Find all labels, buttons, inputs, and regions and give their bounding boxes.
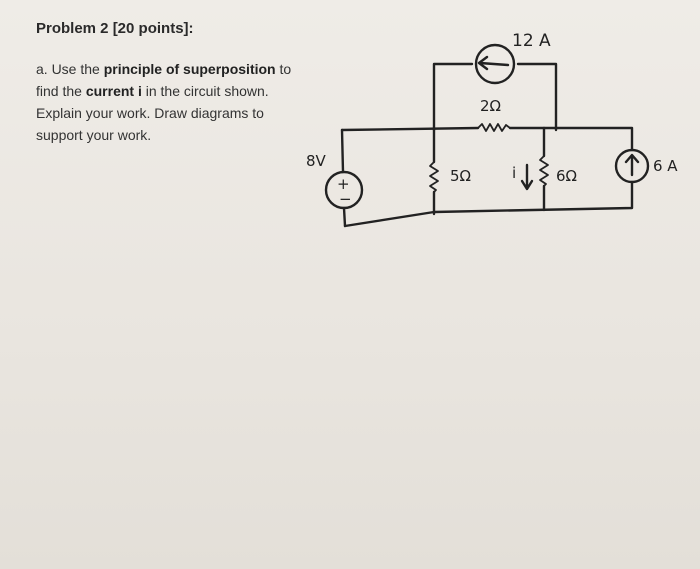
wire-top-right: [518, 64, 556, 130]
statement-mid2: in the circuit shown. Explain your work. Draw diagrams to support your work.: [36, 83, 269, 143]
label-minus: −: [339, 190, 352, 208]
label-plus: +: [337, 175, 350, 193]
label-5ohm: 5Ω: [450, 167, 472, 185]
wire-bottom: [345, 182, 632, 226]
wire-left-upper: [342, 130, 343, 172]
arrow-12a-left: [479, 57, 508, 69]
current-i-arrow: [522, 165, 532, 189]
resistor-5ohm: [430, 162, 438, 192]
label-current-i: i: [512, 164, 517, 182]
label-6ohm: 6Ω: [556, 167, 578, 185]
resistor-6ohm: [540, 156, 548, 186]
wire-main-left: [342, 128, 478, 130]
label-8v: 8V: [306, 152, 326, 170]
wire-main-right: [510, 128, 632, 150]
wire-top-left: [434, 64, 472, 130]
label-6a: 6 A: [653, 157, 678, 175]
arrow-6a-up: [626, 155, 638, 175]
statement-mid1: to find the: [36, 61, 292, 99]
label-2ohm: 2Ω: [480, 97, 502, 115]
label-12a: 12 A: [512, 31, 551, 51]
statement-bold-superposition: principle of superposition: [103, 61, 276, 77]
wire-left-lower: [344, 208, 345, 226]
statement-part-prefix: a. Use the: [36, 61, 104, 77]
problem-title: Problem 2 [20 points]:: [36, 20, 194, 37]
statement-bold-current: current i: [85, 83, 142, 99]
resistor-2ohm: [478, 124, 510, 131]
